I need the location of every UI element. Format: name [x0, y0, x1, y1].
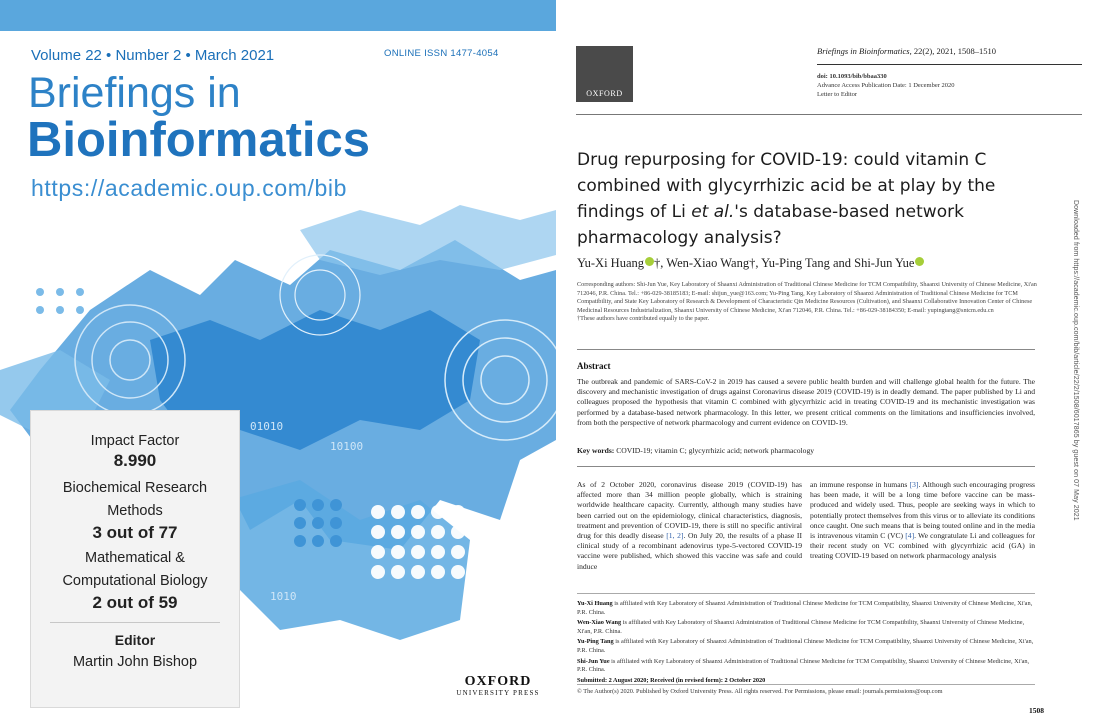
- author-3-4[interactable]: , Yu-Ping Tang and Shi-Jun Yue: [755, 256, 915, 270]
- category2-line1: Mathematical &: [85, 550, 185, 566]
- body-column-1: As of 2 October 2020, coronavirus disease 2019 (COVID-19) has affected more than 34 million people globally, which is straining worldwide healthcare capacity. Currently, although many studies have been carried out on the epidemiology, clinical characteristics, diagnosis, treatment and prevention of COVID-19, there is still no specific antiviral drug for this deadly disease [1, 2]. On July 20, the results of a phase II clinical study of a recombinant adenovirus type-5-vectored COVID-19 vaccine were published, which showed this vaccine was safe and could induce: [577, 480, 802, 571]
- citation-link[interactable]: [4]: [905, 531, 915, 541]
- cover-volume-line: Volume 22 • Number 2 • March 2021: [31, 47, 275, 64]
- category1-line1: Biochemical Research: [62, 480, 208, 496]
- svg-text:01010: 01010: [250, 420, 284, 433]
- journal-citation: , 22(2), 2021, 1508–1510: [909, 46, 996, 56]
- cover-issn: ONLINE ISSN 1477-4054: [384, 48, 499, 59]
- affiliation-item: Yu-Ping Tang is affiliated with Key Laboratory of Shaanxi Administration of Traditional Chinese Medicine for TCM Compatibility, Shaanxi University of Chinese Medicine, Xi'an, P.R. China.: [577, 638, 1034, 654]
- doi[interactable]: doi: 10.1093/bib/bbaa330: [817, 73, 887, 80]
- author-list: Yu-Xi Huang †, Wen-Xiao Wang†, Yu-Ping Tang and Shi-Jun Yue: [577, 256, 924, 271]
- cover-title-line2: Bioinformatics: [27, 113, 371, 167]
- submission-dates: Submitted: 2 August 2020; Received (in revised form): 2 October 2020: [577, 676, 766, 684]
- masthead-rule: [576, 114, 1082, 115]
- copyright-line: © The Author(s) 2020. Published by Oxford University Press. All rights reserved. For Permissions, please email: journals.permissions@oup.com: [577, 688, 943, 695]
- orcid-icon[interactable]: [915, 257, 924, 266]
- oxford-logo-subword: UNIVERSITY PRESS: [456, 689, 540, 697]
- orcid-icon[interactable]: [645, 257, 654, 266]
- abstract-rule: [577, 349, 1035, 350]
- citation-link[interactable]: [1, 2]: [666, 531, 684, 541]
- impact-factor-box: [30, 410, 240, 708]
- advance-access-date: Advance Access Publication Date: 1 December 2020: [817, 82, 955, 89]
- oxford-logo-word: OXFORD: [464, 674, 532, 689]
- copyright-rule: [577, 684, 1035, 685]
- download-watermark: [1067, 200, 1081, 560]
- affiliation-item: Wen-Xiao Wang is affiliated with Key Laboratory of Shaanxi Administration of Traditional Chinese Medicine for TCM Compatibility, Shaanxi University of Chinese Medicine, Xi'an, P.R. China.: [577, 619, 1025, 635]
- cover-url: https://academic.oup.com/bib: [31, 175, 347, 201]
- page-number: 1508: [1029, 706, 1044, 715]
- oxford-press-logo: [455, 674, 541, 698]
- abstract-heading: Abstract: [577, 361, 611, 371]
- oxford-badge: [576, 46, 633, 102]
- keywords-rule: [577, 466, 1035, 467]
- citation-link[interactable]: [3]: [909, 480, 919, 489]
- editor-label: Editor: [114, 632, 156, 648]
- affiliation-item: Yu-Xi Huang is affiliated with Key Laboratory of Shaanxi Administration of Traditional Chinese Medicine for TCM Compatibility, Shaanxi University of Chinese Medicine, Xi'an, P.R. China.: [577, 600, 1033, 616]
- article-title: Drug repurposing for COVID-19: could vitamin C combined with glycyrrhizic acid be at play by the findings of Li et al.'s database-based network pharmacology analysis?: [577, 150, 996, 248]
- journal-name: Briefings in Bioinformatics: [817, 46, 910, 56]
- category1-rank: 3 out of 77: [92, 523, 178, 542]
- keywords: Key words: COVID-19; vitamin C; glycyrrhizic acid; network pharmacology: [577, 446, 815, 455]
- svg-text:1010: 1010: [270, 590, 297, 603]
- svg-text:10100: 10100: [330, 440, 364, 453]
- category2-line2: Computational Biology: [62, 573, 208, 589]
- download-note: Downloaded from https://academic.oup.com/bib/article/22/2/1508/6017865 by guest on 07 May 2021: [1072, 200, 1079, 521]
- author-2[interactable]: , Wen-Xiao Wang: [660, 256, 750, 270]
- affiliations: [577, 600, 1037, 687]
- metrics-divider: [50, 622, 220, 623]
- impact-factor-label: Impact Factor: [90, 433, 180, 449]
- abstract-text: The outbreak and pandemic of SARS-CoV-2 in 2019 has caused a severe public health burden and will challenge global health for the future. The discovery and mechanistic investigation of drugs against Coronavirus disease 2019 (COVID-19) is in deadly demand. The paper published by Li and colleagues proposed the hypothesis that vitamin C combined with glycyrrhizic acid in treating COVID-19 and its mechanistic investigation was performed by a database-based network pharmacology. In this letter, we present critical comments on the limitations and insufficiencies involved, from both the perspective of network pharmacology and current evidence on COVID-19.: [577, 377, 1035, 427]
- impact-factor-value: 8.990: [113, 451, 157, 470]
- editor-name: Martin John Bishop: [72, 654, 198, 670]
- article-page: [556, 0, 1097, 718]
- oxford-badge-text: OXFORD: [586, 89, 623, 98]
- affiliation-item: Shi-Jun Yue is affiliated with Key Laboratory of Shaanxi Administration of Traditional Chinese Medicine for TCM Compatibility, Shaanxi University of Chinese Medicine, Xi'an, P.R. China.: [577, 657, 1030, 674]
- cover-title-line1: Briefings in: [28, 69, 241, 117]
- affiliations-rule: [577, 593, 1035, 594]
- corresponding-authors: Corresponding authors: Shi-Jun Yue, Key Laboratory of Shaanxi Administration of Traditional Chinese Medicine for TCM Compatibility, Shaanxi University of Chinese Medicine, Xi'an 712046, P.R. China. Tel.: +86-029-38185183; E-mail: shijun_yue@163.com; Yu-Ping Tang, Key Laboratory of Shaanxi Administration of Traditional Chinese Medicine for TCM Compatibility, and State Key Laboratory of Research & Development of Characteristic Qin Medicine Resources (Cultivation), and Shaanxi Collaborative Innovation Center of Chinese Medicinal Resources Industrialization, Shaanxi University of Chinese Medicine, Xi'an 712046, P.R. China. Tel.: +86-029-38184350; E-mail: yupingtang@sntcm.edu.cn †These authors have contributed equally to the paper.: [577, 281, 1037, 323]
- body-column-2: an immune response in humans [3]. Although such encouraging progress has been made, it will be a long time before vaccine can be mass-produced and widely used. Thus, people are seeking ways in which to potentially protect themselves from this virus or to alleviate its conditions once caught. One such means that is being touted online and in the media is intravenous vitamin C (VC) [4]. We congratulate Li and colleagues for their recent study on VC combined with glycyrrhizic acid (GA) in treating COVID-19 based on network pharmacology analysis: [810, 480, 1035, 561]
- cover-top-bar: [0, 0, 556, 31]
- category1-line2: Methods: [107, 503, 163, 519]
- author-1[interactable]: Yu-Xi Huang: [577, 256, 645, 270]
- header-rule: [817, 64, 1082, 65]
- running-head: [817, 46, 996, 56]
- category2-rank: 2 out of 59: [92, 593, 178, 612]
- equal-contribution-note: †These authors have contributed equally to the paper.: [577, 315, 710, 323]
- article-type: Letter to Editor: [817, 91, 858, 98]
